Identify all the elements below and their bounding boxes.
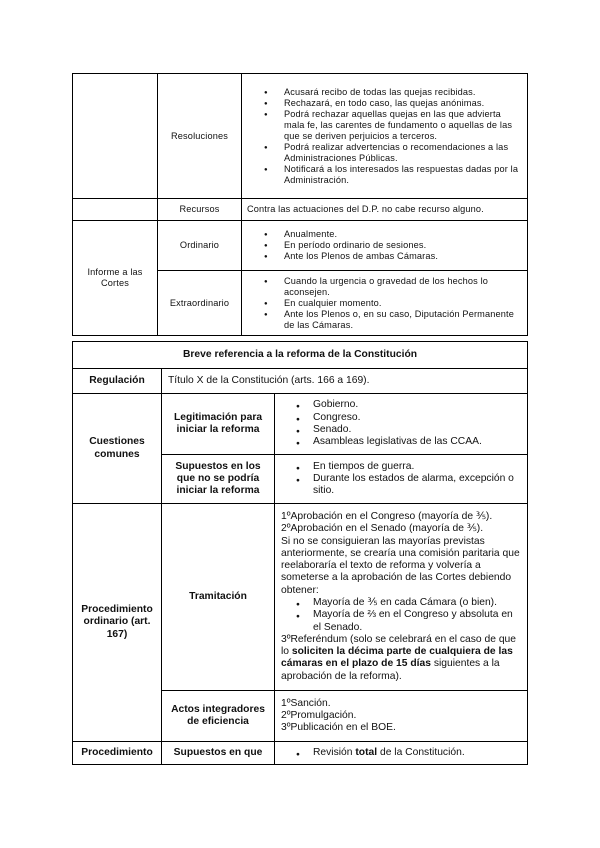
bold-text: soliciten la décima parte de cualquiera de las cámaras en el plazo de 15 días <box>281 646 513 670</box>
list-item: ● Anualmente. <box>284 229 522 240</box>
reforma-table <box>72 341 528 765</box>
table-row <box>73 742 528 765</box>
list-item: ● En cualquier momento. <box>284 298 522 309</box>
empty-cell <box>73 199 158 221</box>
step-line: 2ºPromulgación. <box>281 709 357 721</box>
text: siguientes a la aprobación de la reforma). <box>281 658 500 682</box>
table-row <box>73 221 528 271</box>
list-item: ● Durante los estados de alarma, excepción o sitio. <box>313 473 521 498</box>
supuestos-content <box>275 455 528 504</box>
list-item: ● Mayoría de ⅔ en el Congreso y absoluta en el Senado. <box>313 609 521 634</box>
referendum-line <box>281 634 521 683</box>
bold-text: total <box>355 746 378 758</box>
empty-cell <box>73 74 158 199</box>
paragraph: Si no se consiguieran las mayorías previstas anteriormente, se crearía una comisión paritaria que reelaboraría el texto de reforma y volvería a someterse a la aprobación de las Cortes debiendo obtener: <box>281 535 520 596</box>
list-item: ● Podrá rechazar aquellas quejas en las que advierta mala fe, las carentes de fundamento o aquellas de las que se deriven perjuicios a terceros. <box>284 109 522 142</box>
list-item: ● En período ordinario de sesiones. <box>284 240 522 251</box>
recursos-text: Contra las actuaciones del D.P. no cabe recurso alguno. <box>242 199 528 221</box>
list-item: ● Asambleas legislativas de las CCAA. <box>313 436 521 448</box>
table-row <box>73 369 528 394</box>
last-content <box>275 742 528 765</box>
list-item: ● Ante los Plenos de ambas Cámaras. <box>284 251 522 262</box>
row-label: Informe a las Cortes <box>73 221 158 336</box>
list-item: ● En tiempos de guerra. <box>313 461 521 473</box>
row-label: Legitimación para iniciar la reforma <box>162 394 275 455</box>
step-line: 3ºPublicación en el BOE. <box>281 722 396 734</box>
text: de la Constitución. <box>377 746 465 758</box>
table-title: Breve referencia a la reforma de la Constitución <box>73 342 528 369</box>
legitimacion-content <box>275 394 528 455</box>
row-label: Supuestos en que <box>162 742 275 765</box>
row-label: Procedimiento ordinario (art. 167) <box>73 504 162 742</box>
row-label: Recursos <box>158 199 242 221</box>
list-item: ● Podrá realizar advertencias o recomendaciones a las Administraciones Públicas. <box>284 142 522 164</box>
list-item: ● Gobierno. <box>313 399 521 411</box>
extraordinario-content <box>242 271 528 336</box>
row-label: Actos integradores de eficiencia <box>162 691 275 742</box>
ordinario-content <box>242 221 528 271</box>
table-row <box>73 199 528 221</box>
list-item: ● Rechazará, en todo caso, las quejas anónimas. <box>284 98 522 109</box>
table-row <box>73 394 528 455</box>
row-label: Resoluciones <box>158 74 242 199</box>
list-item: ● Notificará a los interesados las respuestas dadas por la Administración. <box>284 164 522 186</box>
tramitacion-content <box>275 504 528 691</box>
list-item: ● Ante los Plenos o, en su caso, Diputación Permanente de las Cámaras. <box>284 309 522 331</box>
row-label: Cuestiones comunes <box>73 394 162 504</box>
defensor-pueblo-table <box>72 73 528 336</box>
row-label: Regulación <box>73 369 162 394</box>
step-line: 2ºAprobación en el Senado (mayoría de ⅗). <box>281 523 484 535</box>
list-item <box>313 747 521 759</box>
list-item: ● Senado. <box>313 424 521 436</box>
text: Revisión <box>313 746 356 758</box>
row-label: Supuestos en los que no se podría iniciar la reforma <box>162 455 275 504</box>
actos-content <box>275 691 528 742</box>
step-line: 1ºAprobación en el Congreso (mayoría de ⅗). <box>281 510 493 522</box>
row-label: Tramitación <box>162 504 275 691</box>
table-row <box>73 504 528 691</box>
step-line: 1ºSanción. <box>281 697 331 709</box>
list-item: ● Mayoría de ⅗ en cada Cámara (o bien). <box>313 597 521 609</box>
row-label: Procedimiento <box>73 742 162 765</box>
row-label: Ordinario <box>158 221 242 271</box>
list-item: ● Acusará recibo de todas las quejas recibidas. <box>284 87 522 98</box>
row-label: Extraordinario <box>158 271 242 336</box>
text: 3ºReferéndum (solo se celebrará en el caso de que lo <box>281 633 517 658</box>
list-item: ● Congreso. <box>313 412 521 424</box>
resoluciones-content <box>242 74 528 199</box>
table-row <box>73 342 528 369</box>
list-item: ● Cuando la urgencia o gravedad de los hechos lo aconsejen. <box>284 276 522 298</box>
regulacion-text: Título X de la Constitución (arts. 166 a 169). <box>162 369 528 394</box>
table-row <box>73 74 528 199</box>
